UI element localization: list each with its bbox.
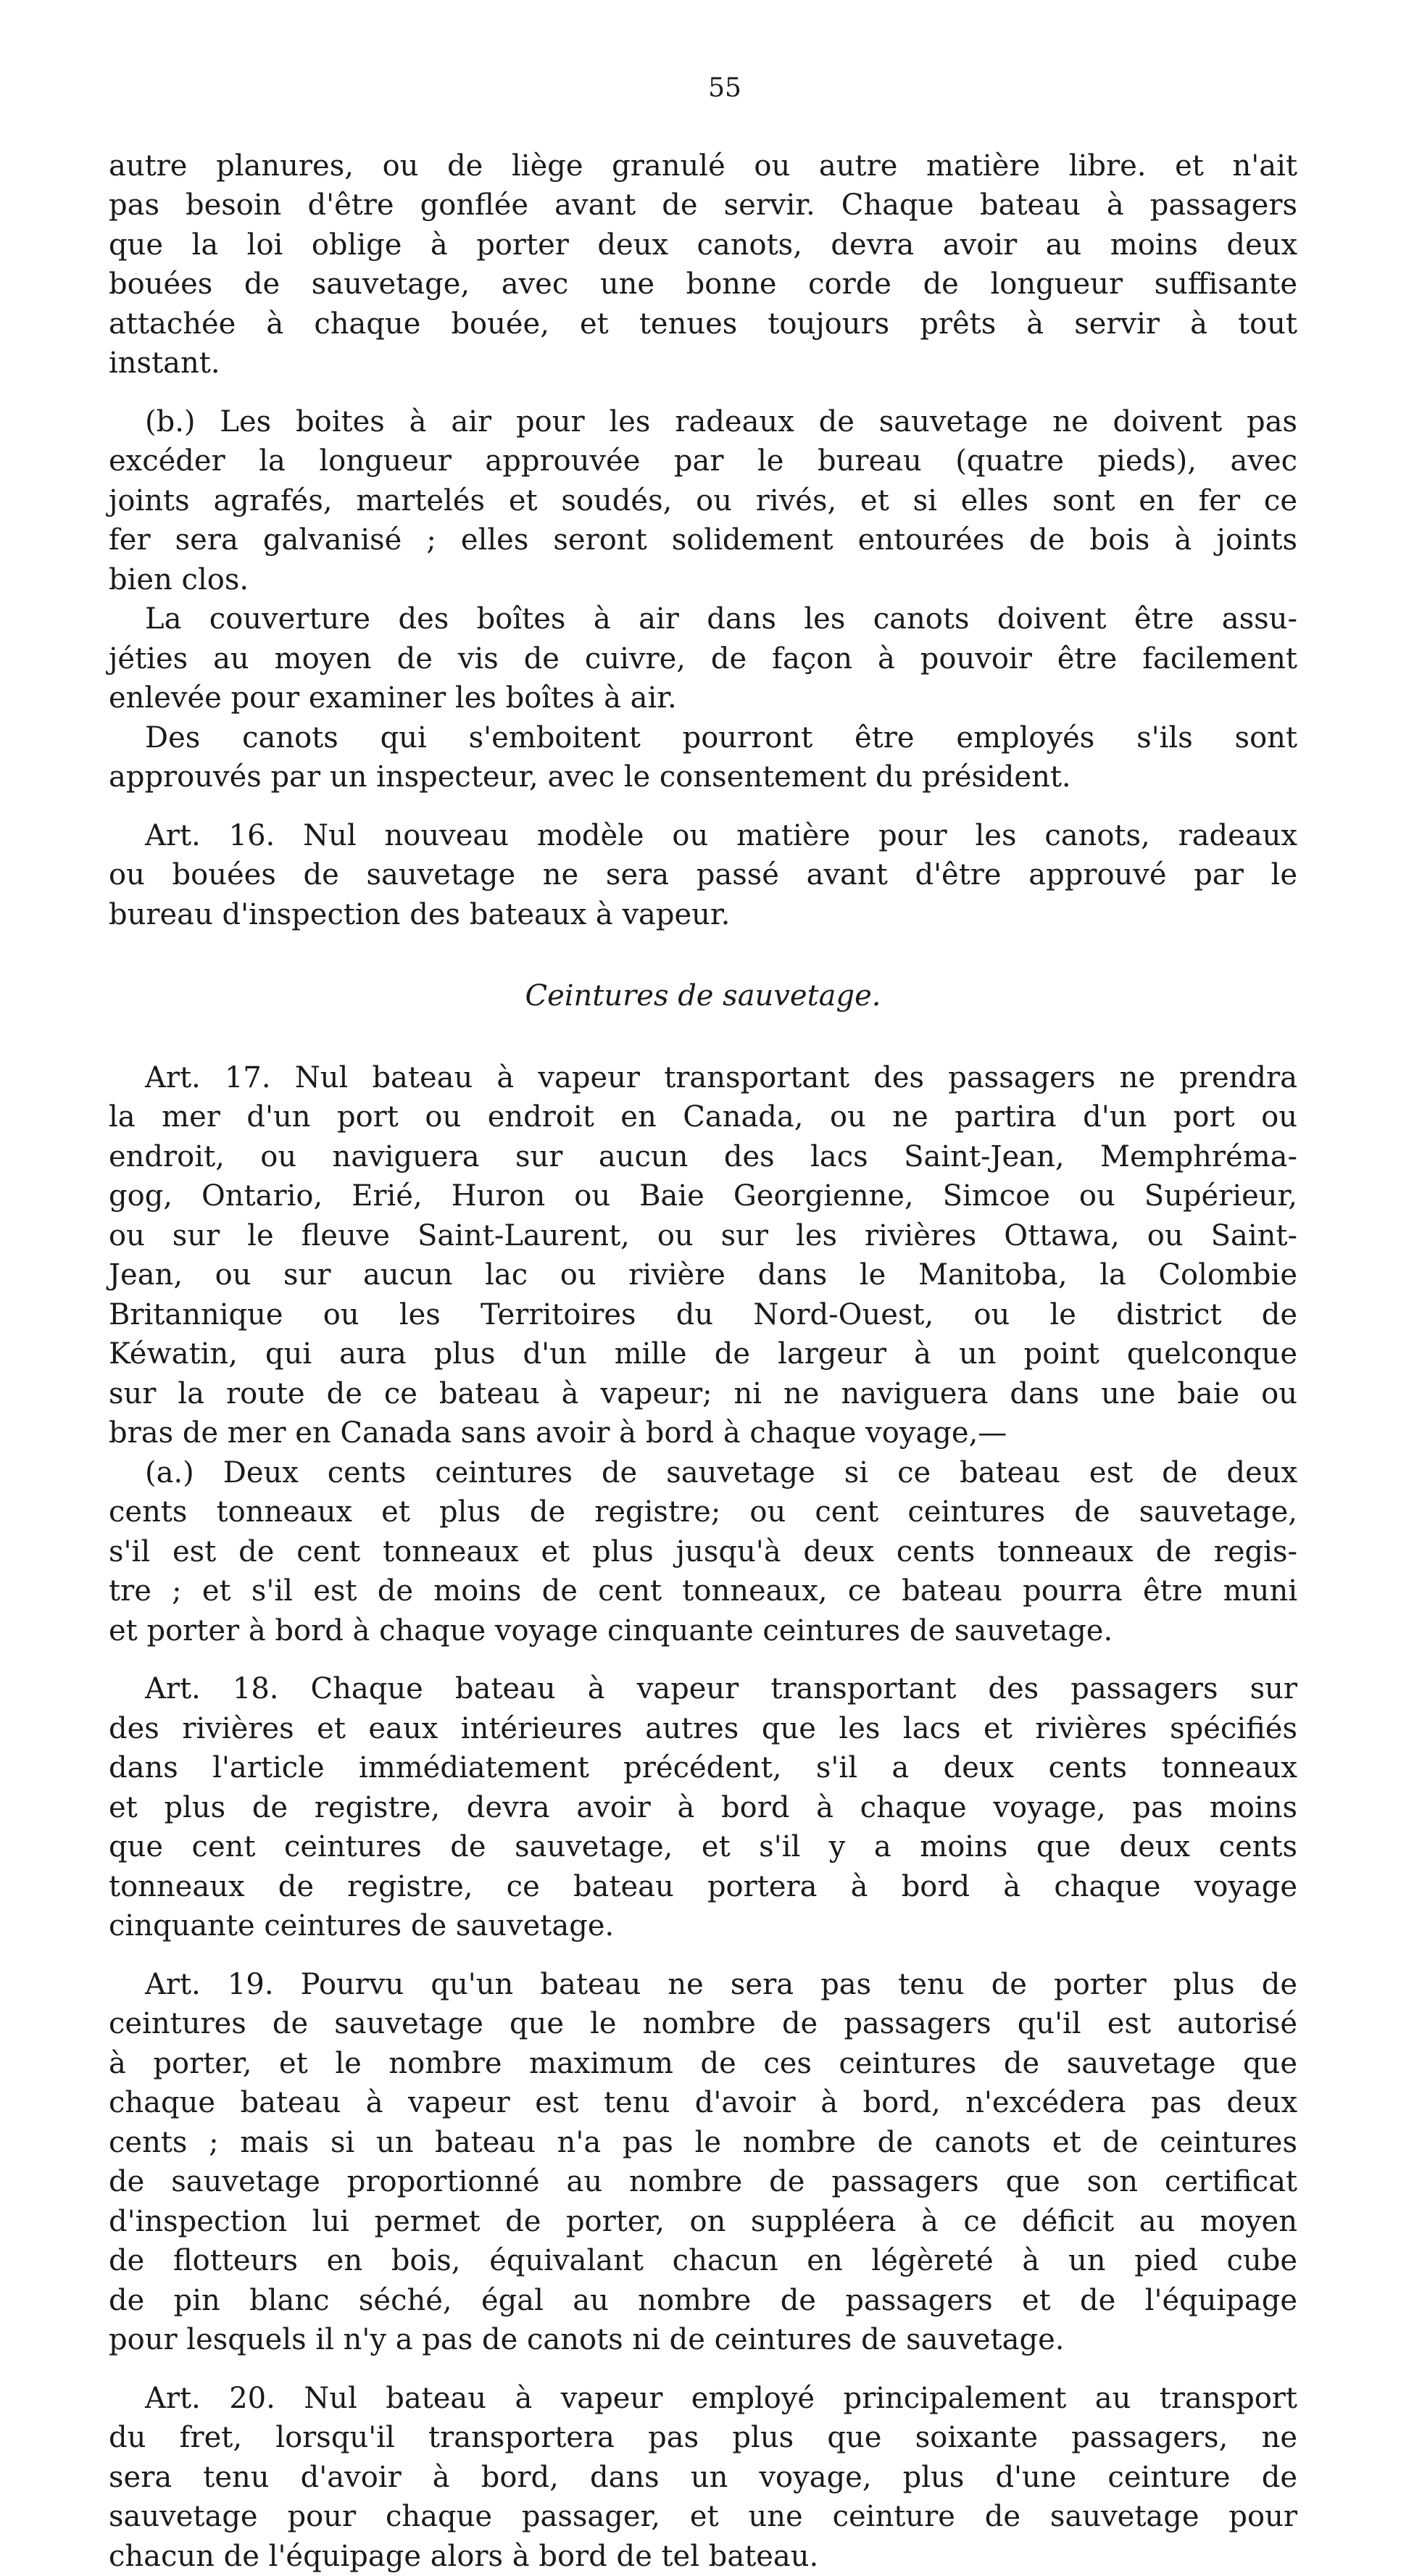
text-line: s'il est de cent tonneaux et plus jusqu'à deux cents tonneaux de regis- <box>109 1532 1297 1572</box>
text-line: jéties au moyen de vis de cuivre, de façon à pouvoir être facilement <box>109 639 1297 679</box>
document-page <box>109 69 1297 2576</box>
text-line: et porter à bord à chaque voyage cinquante ceintures de sauvetage. <box>109 1611 1297 1651</box>
text-line: cents ; mais si un bateau n'a pas le nombre de canots et de ceintures <box>109 2123 1297 2163</box>
text-line: et plus de registre, devra avoir à bord à chaque voyage, pas moins <box>109 1788 1297 1828</box>
page-number: 55 <box>109 69 1297 109</box>
text-line: attachée à chaque bouée, et tenues toujours prêts à servir à tout <box>109 304 1297 344</box>
text-line: bureau d'inspection des bateaux à vapeur. <box>109 895 1297 935</box>
text-line: bien clos. <box>109 560 1297 600</box>
text-line: Art. 18. Chaque bateau à vapeur transportant des passagers sur <box>109 1669 1297 1709</box>
paragraph-buoys <box>109 146 1297 383</box>
text-line: excéder la longueur approuvée par le bureau (quatre pieds), avec <box>109 441 1297 481</box>
text-line: que la loi oblige à porter deux canots, devra avoir au moins deux <box>109 225 1297 265</box>
text-line: des rivières et eaux intérieures autres que les lacs et rivières spécifiés <box>109 1709 1297 1749</box>
text-line: fer sera galvanisé ; elles seront solidement entourées de bois à joints <box>109 520 1297 560</box>
text-line: (a.) Deux cents ceintures de sauvetage si ce bateau est de deux <box>109 1453 1297 1493</box>
text-line: ceintures de sauvetage que le nombre de passagers qu'il est autorisé <box>109 2004 1297 2044</box>
paragraph-art-16 <box>109 816 1297 935</box>
text-line: de sauvetage proportionné au nombre de passagers que son certificat <box>109 2162 1297 2202</box>
text-line: cinquante ceintures de sauvetage. <box>109 1906 1297 1946</box>
text-line: chaque bateau à vapeur est tenu d'avoir à bord, n'excédera pas deux <box>109 2083 1297 2123</box>
text-line: approuvés par un inspecteur, avec le consentement du président. <box>109 757 1297 797</box>
text-line: gog, Ontario, Erié, Huron ou Baie Georgienne, Simcoe ou Supérieur, <box>109 1176 1297 1216</box>
text-line: dans l'article immédiatement précédent, s'il a deux cents tonneaux <box>109 1748 1297 1788</box>
text-line: Art. 19. Pourvu qu'un bateau ne sera pas tenu de porter plus de <box>109 1965 1297 2005</box>
paragraph-nesting-canoes <box>109 718 1297 797</box>
text-line: endroit, ou naviguera sur aucun des lacs Saint-Jean, Memphréma- <box>109 1137 1297 1177</box>
text-line: Art. 16. Nul nouveau modèle ou matière pour les canots, radeaux <box>109 816 1297 856</box>
text-line: sauvetage pour chaque passager, et une ceinture de sauvetage pour <box>109 2497 1297 2537</box>
text-line: pas besoin d'être gonflée avant de servir. Chaque bateau à passagers <box>109 186 1297 225</box>
text-line: Des canots qui s'emboitent pourront être employés s'ils sont <box>109 718 1297 758</box>
text-line: d'inspection lui permet de porter, on suppléera à ce déficit au moyen <box>109 2202 1297 2242</box>
text-line: chacun de l'équipage alors à bord de tel bateau. <box>109 2537 1297 2576</box>
text-line: Art. 17. Nul bateau à vapeur transportant des passagers ne prendra <box>109 1058 1297 1098</box>
text-line: Art. 20. Nul bateau à vapeur employé principalement au transport <box>109 2379 1297 2419</box>
text-line: que cent ceintures de sauvetage, et s'il y a moins que deux cents <box>109 1827 1297 1867</box>
paragraph-covering <box>109 599 1297 718</box>
text-line: joints agrafés, martelés et soudés, ou rivés, et si elles sont en fer ce <box>109 481 1297 521</box>
text-line: enlevée pour examiner les boîtes à air. <box>109 678 1297 718</box>
section-heading: Ceintures de sauvetage. <box>109 976 1297 1016</box>
paragraph-art-17-a <box>109 1453 1297 1651</box>
text-line: pour lesquels il n'y a pas de canots ni de ceintures de sauvetage. <box>109 2320 1297 2360</box>
paragraph-art-18 <box>109 1669 1297 1946</box>
paragraph-air-boxes <box>109 402 1297 600</box>
text-line: de pin blanc séché, égal au nombre de passagers et de l'équipage <box>109 2281 1297 2321</box>
text-line: Kéwatin, qui aura plus d'un mille de largeur à un point quelconque <box>109 1334 1297 1374</box>
text-line: ou bouées de sauvetage ne sera passé avant d'être approuvé par le <box>109 855 1297 895</box>
text-line: de flotteurs en bois, équivalant chacun en légèreté à un pied cube <box>109 2241 1297 2281</box>
text-line: Britannique ou les Territoires du Nord-Ouest, ou le district de <box>109 1295 1297 1335</box>
paragraph-art-20 <box>109 2379 1297 2576</box>
paragraph-art-17 <box>109 1058 1297 1453</box>
text-line: bouées de sauvetage, avec une bonne corde de longueur suffisante <box>109 265 1297 304</box>
text-line: à porter, et le nombre maximum de ces ceintures de sauvetage que <box>109 2044 1297 2084</box>
text-line: cents tonneaux et plus de registre; ou cent ceintures de sauvetage, <box>109 1492 1297 1532</box>
paragraph-art-19 <box>109 1965 1297 2360</box>
text-line: sera tenu d'avoir à bord, dans un voyage, plus d'une ceinture de <box>109 2458 1297 2498</box>
text-line: tonneaux de registre, ce bateau portera à bord à chaque voyage <box>109 1867 1297 1907</box>
text-line: tre ; et s'il est de moins de cent tonneaux, ce bateau pourra être muni <box>109 1571 1297 1611</box>
text-line: instant. <box>109 344 1297 383</box>
text-line: bras de mer en Canada sans avoir à bord à chaque voyage,— <box>109 1413 1297 1453</box>
text-line: La couverture des boîtes à air dans les canots doivent être assu- <box>109 599 1297 639</box>
text-line: ou sur le fleuve Saint-Laurent, ou sur les rivières Ottawa, ou Saint- <box>109 1216 1297 1256</box>
text-line: Jean, ou sur aucun lac ou rivière dans le Manitoba, la Colombie <box>109 1255 1297 1295</box>
text-line: autre planures, ou de liège granulé ou autre matière libre. et n'ait <box>109 146 1297 186</box>
text-line: (b.) Les boites à air pour les radeaux de sauvetage ne doivent pas <box>109 402 1297 442</box>
text-line: sur la route de ce bateau à vapeur; ni ne naviguera dans une baie ou <box>109 1374 1297 1414</box>
text-line: du fret, lorsqu'il transportera pas plus que soixante passagers, ne <box>109 2418 1297 2458</box>
text-line: la mer d'un port ou endroit en Canada, ou ne partira d'un port ou <box>109 1097 1297 1137</box>
